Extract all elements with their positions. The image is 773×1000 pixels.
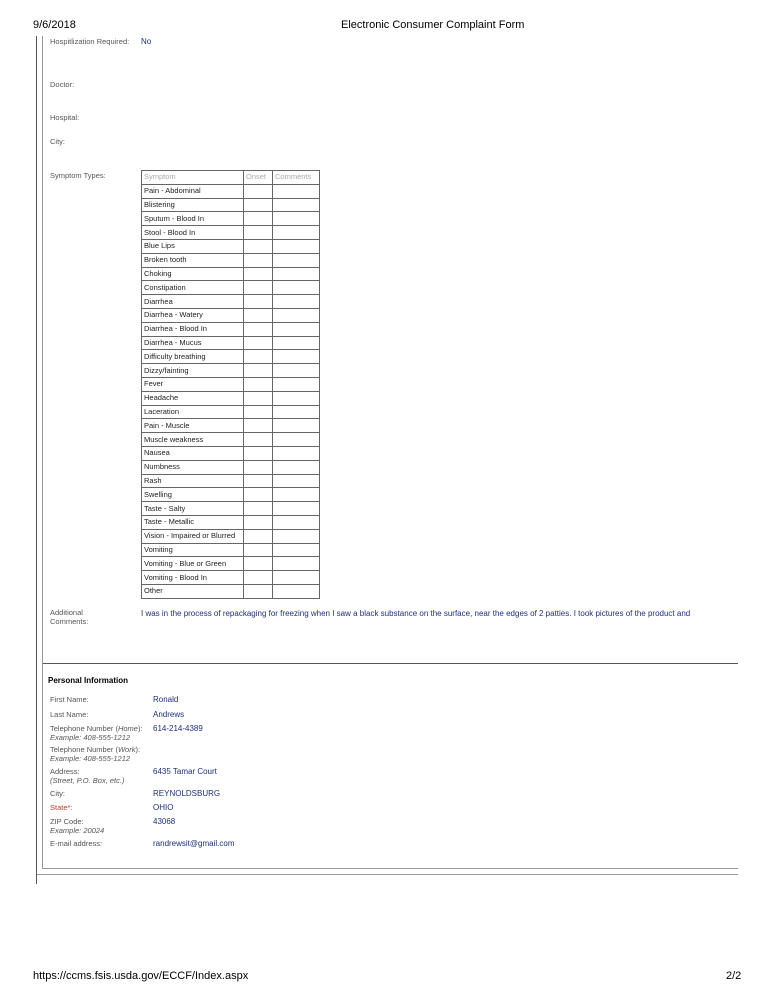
zip-example: Example: 20024 [50,826,105,835]
symptom-comments-cell [273,308,320,322]
symptom-onset-cell [244,267,273,281]
symptom-onset-cell [244,502,273,516]
symptom-onset-cell [244,460,273,474]
symptom-table-header [142,171,320,185]
symptom-comments-cell [273,226,320,240]
symptom-name: Diarrhea - Blood In [142,322,244,336]
symptom-onset-cell [244,405,273,419]
symptom-comments-cell [273,322,320,336]
symptom-name: Vomiting - Blue or Green [142,557,244,571]
symptom-onset-cell [244,350,273,364]
symptom-comments-cell [273,419,320,433]
symptom-onset-cell [244,543,273,557]
symptom-row [142,364,320,378]
symptom-name: Pain - Abdominal [142,184,244,198]
outer-border [36,36,37,884]
symptom-comments-cell [273,502,320,516]
symptom-row [142,350,320,364]
symptom-row [142,322,320,336]
symptom-name: Pain - Muscle [142,419,244,433]
symptom-onset-cell [244,474,273,488]
first-name-value: Ronald [153,695,179,704]
symptom-name: Diarrhea [142,295,244,309]
symptom-comments-cell [273,239,320,253]
zip-value: 43068 [153,817,176,826]
symptom-comments-cell [273,584,320,598]
symptom-onset-cell [244,308,273,322]
additional-label-line1: Additional [50,608,83,617]
symptom-comments-cell [273,253,320,267]
header-onset: Onset [244,171,273,185]
symptom-name: Rash [142,474,244,488]
symptom-row [142,515,320,529]
symptom-name: Other [142,584,244,598]
symptom-row [142,405,320,419]
symptom-row [142,239,320,253]
work-phone-example: Example: 408-555-1212 [50,754,131,763]
work-phone-label: Telephone Number (Work): Example: 408-555-1212 [50,745,141,763]
symptom-onset-cell [244,446,273,460]
additional-comments-label [50,608,88,626]
symptom-comments-cell [273,515,320,529]
symptom-name: Headache [142,391,244,405]
last-name-value: Andrews [153,710,185,719]
symptom-comments-cell [273,184,320,198]
symptom-onset-cell [244,226,273,240]
symptom-name: Fever [142,377,244,391]
symptom-name: Dizzy/fainting [142,364,244,378]
symptom-row [142,198,320,212]
symptom-row [142,446,320,460]
symptom-comments-cell [273,474,320,488]
symptom-name: Nausea [142,446,244,460]
symptom-name: Vomiting [142,543,244,557]
page-title: Electronic Consumer Complaint Form [341,19,525,31]
symptom-comments-cell [273,405,320,419]
city-label: City: [50,789,65,798]
symptom-row [142,267,320,281]
symptom-onset-cell [244,184,273,198]
symptom-name: Constipation [142,281,244,295]
symptom-comments-cell [273,350,320,364]
page-url: https://ccms.fsis.usda.gov/ECCF/Index.aspx [33,970,249,982]
symptom-row [142,584,320,598]
symptom-comments-cell [273,267,320,281]
symptom-onset-cell [244,557,273,571]
address-label: Address: (Street, P.O. Box, etc.) [50,767,125,785]
zip-label: ZIP Code: Example: 20024 [50,817,105,835]
symptom-comments-cell [273,336,320,350]
symptom-onset-cell [244,529,273,543]
symptom-comments-cell [273,198,320,212]
symptom-onset-cell [244,515,273,529]
symptom-name: Swelling [142,488,244,502]
symptom-onset-cell [244,322,273,336]
page-number: 2/2 [726,970,742,982]
address-value: 6435 Tamar Court [153,767,217,776]
symptom-onset-cell [244,377,273,391]
symptom-row [142,226,320,240]
symptom-row [142,557,320,571]
header-comments: Comments [273,171,320,185]
symptom-onset-cell [244,584,273,598]
header-symptom: Symptom [142,171,244,185]
symptom-onset-cell [244,571,273,585]
home-phone-value: 614-214-4389 [153,724,203,733]
symptom-name: Laceration [142,405,244,419]
symptom-row [142,433,320,447]
email-label: E-mail address: [50,839,103,848]
state-label: State*: [50,803,73,812]
symptom-name: Diarrhea - Mucus [142,336,244,350]
symptom-name: Taste - Salty [142,502,244,516]
print-date: 9/6/2018 [33,19,76,31]
section-divider [43,663,738,664]
symptom-onset-cell [244,281,273,295]
symptom-comments-cell [273,281,320,295]
symptom-onset-cell [244,391,273,405]
symptom-comments-cell [273,391,320,405]
symptom-table [141,170,320,599]
symptom-comments-cell [273,364,320,378]
symptom-onset-cell [244,239,273,253]
hospitalization-label: Hospitlization Required: [50,37,130,46]
symptom-comments-cell [273,377,320,391]
symptom-onset-cell [244,419,273,433]
address-hint: (Street, P.O. Box, etc.) [50,776,125,785]
symptom-row [142,571,320,585]
symptom-name: Taste - Metallic [142,515,244,529]
symptom-row [142,474,320,488]
symptom-onset-cell [244,433,273,447]
symptom-comments-cell [273,543,320,557]
symptom-row [142,460,320,474]
doctor-label: Doctor: [50,80,75,89]
symptom-row [142,543,320,557]
additional-label-line2: Comments: [50,617,89,626]
inner-border [42,36,43,869]
symptom-onset-cell [244,253,273,267]
hospitalization-value: No [141,37,152,46]
symptom-row [142,253,320,267]
home-phone-label: Telephone Number (Home): Example: 408-555-1212 [50,724,143,742]
symptom-onset-cell [244,198,273,212]
last-name-label: Last Name: [50,710,89,719]
symptom-row [142,308,320,322]
symptom-onset-cell [244,212,273,226]
symptom-comments-cell [273,460,320,474]
symptom-comments-cell [273,529,320,543]
state-value: OHIO [153,803,174,812]
symptom-row [142,184,320,198]
symptom-name: Blistering [142,198,244,212]
symptom-name: Difficulty breathing [142,350,244,364]
hospital-label: Hospital: [50,113,80,122]
symptom-row [142,281,320,295]
symptom-name: Vision - Impaired or Blurred [142,529,244,543]
symptom-comments-cell [273,433,320,447]
symptom-row [142,419,320,433]
symptom-name: Diarrhea - Watery [142,308,244,322]
symptom-name: Vomiting - Blood In [142,571,244,585]
symptom-onset-cell [244,295,273,309]
symptom-comments-cell [273,571,320,585]
symptom-row [142,295,320,309]
symptom-name: Stool - Blood In [142,226,244,240]
home-phone-example: Example: 408-555-1212 [50,733,131,742]
personal-section-title: Personal Information [48,676,129,685]
symptom-comments-cell [273,488,320,502]
symptom-onset-cell [244,336,273,350]
symptom-row [142,502,320,516]
symptom-row [142,212,320,226]
symptom-name: Muscle weakness [142,433,244,447]
symptom-name: Sputum - Blood In [142,212,244,226]
symptom-onset-cell [244,364,273,378]
symptom-name: Blue Lips [142,239,244,253]
symptom-comments-cell [273,446,320,460]
hospital-city-label: City: [50,137,65,146]
page-bottom-border [37,874,738,875]
symptom-comments-cell [273,557,320,571]
symptom-onset-cell [244,488,273,502]
symptom-name: Numbness [142,460,244,474]
symptom-row [142,336,320,350]
symptom-name: Choking [142,267,244,281]
symptom-row [142,377,320,391]
additional-comments-text: I was in the process of repackaging for freezing when I saw a black substance on the surface, near the edges of 2 patties. I took pictures of the product and [141,609,691,618]
city-value: REYNOLDSBURG [153,789,221,798]
symptom-row [142,488,320,502]
section-bottom-border [43,868,738,869]
symptom-types-label: Symptom Types: [50,171,106,180]
email-value: randrewsit@gmail.com [153,839,235,848]
symptom-comments-cell [273,212,320,226]
symptom-row [142,391,320,405]
symptom-comments-cell [273,295,320,309]
symptom-row [142,529,320,543]
first-name-label: First Name: [50,695,89,704]
symptom-name: Broken tooth [142,253,244,267]
